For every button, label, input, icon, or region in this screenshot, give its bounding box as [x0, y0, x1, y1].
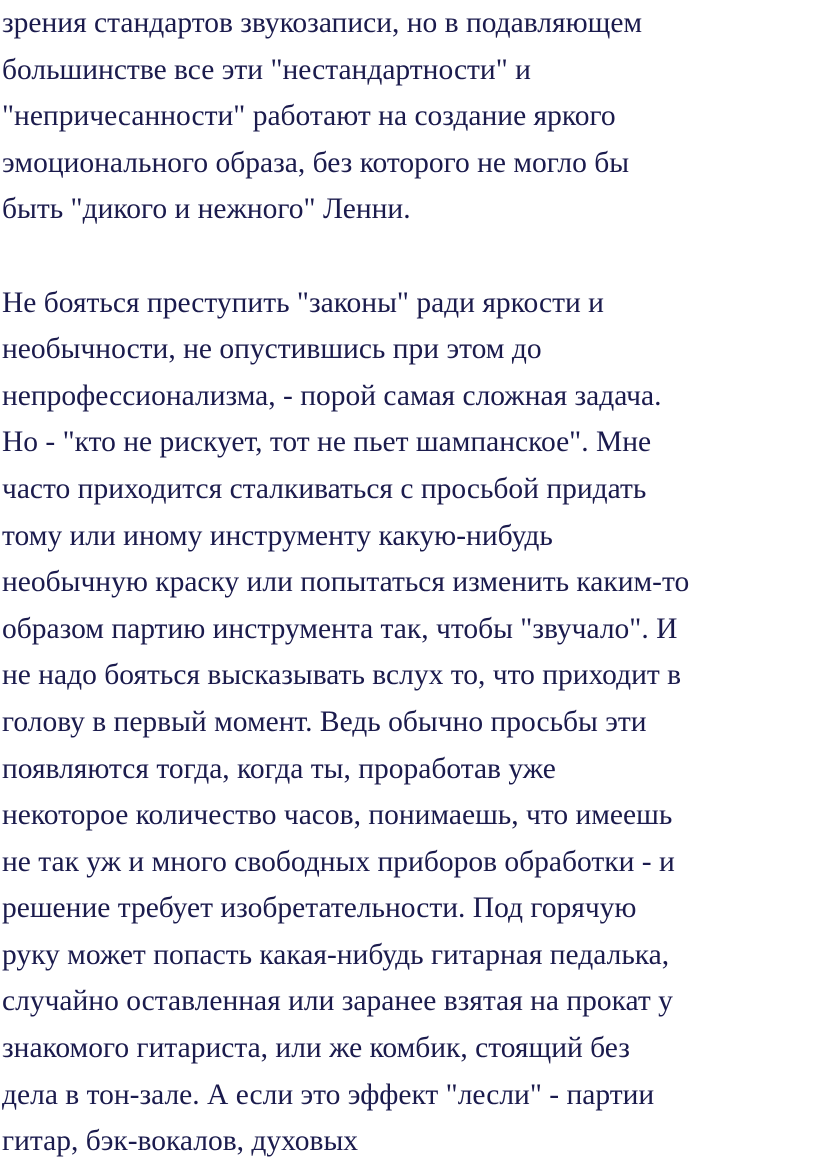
text-line: Не бояться преступить "законы" ради яркости и — [2, 286, 604, 319]
text-line: некоторое количество часов, понимаешь, что имеешь — [2, 799, 673, 832]
document-page — [2, 0, 814, 1165]
text-line: гитар, бэк-вокалов, духовых — [2, 1125, 359, 1158]
text-line: не надо бояться высказывать вслух то, что приходит в — [2, 659, 682, 692]
text-line: голову в первый момент. Ведь обычно просьбы эти — [2, 705, 647, 738]
text-line: Но - "кто не рискует, тот не пьет шампанское". Мне — [2, 426, 652, 459]
text-line: появляются тогда, когда ты, проработав уже — [2, 752, 556, 785]
text-line: большинстве все эти "нестандартности" и — [2, 53, 531, 86]
text-line: непрофессионализма, - порой самая сложная задача. — [2, 379, 662, 412]
text-line: дела в тон-зале. А если это эффект "лесли" - партии — [2, 1078, 655, 1111]
text-line: решение требует изобретательности. Под горячую — [2, 892, 637, 925]
text-line: эмоционального образа, без которого не могло бы — [2, 146, 630, 179]
paragraph-gap — [2, 233, 814, 280]
text-line: зрения стандартов звукозаписи, но в подавляющем — [2, 7, 643, 39]
text-line: случайно оставленная или заранее взятая на прокат у — [2, 985, 673, 1018]
text-line: "непричесанности" работают на создание яркого — [2, 100, 616, 133]
text-line: знакомого гитариста, или же комбик, стоящий без — [2, 1032, 630, 1065]
text-line: не так уж и много свободных приборов обработки - и — [2, 845, 675, 878]
text-line: необычности, не опустившись при этом до — [2, 333, 542, 366]
paragraph-2 — [2, 280, 814, 1165]
text-line: быть "дикого и нежного" Ленни. — [2, 193, 411, 226]
paragraph-1 — [2, 0, 814, 233]
text-line: руку может попасть какая-нибудь гитарная педалька, — [2, 938, 670, 971]
text-line: тому или иному инструменту какую-нибудь — [2, 519, 553, 552]
text-line: образом партию инструмента так, чтобы "звучало". И — [2, 612, 678, 645]
text-line: необычную краску или попытаться изменить каким-то — [2, 566, 690, 599]
text-line: часто приходится сталкиваться с просьбой придать — [2, 472, 647, 505]
